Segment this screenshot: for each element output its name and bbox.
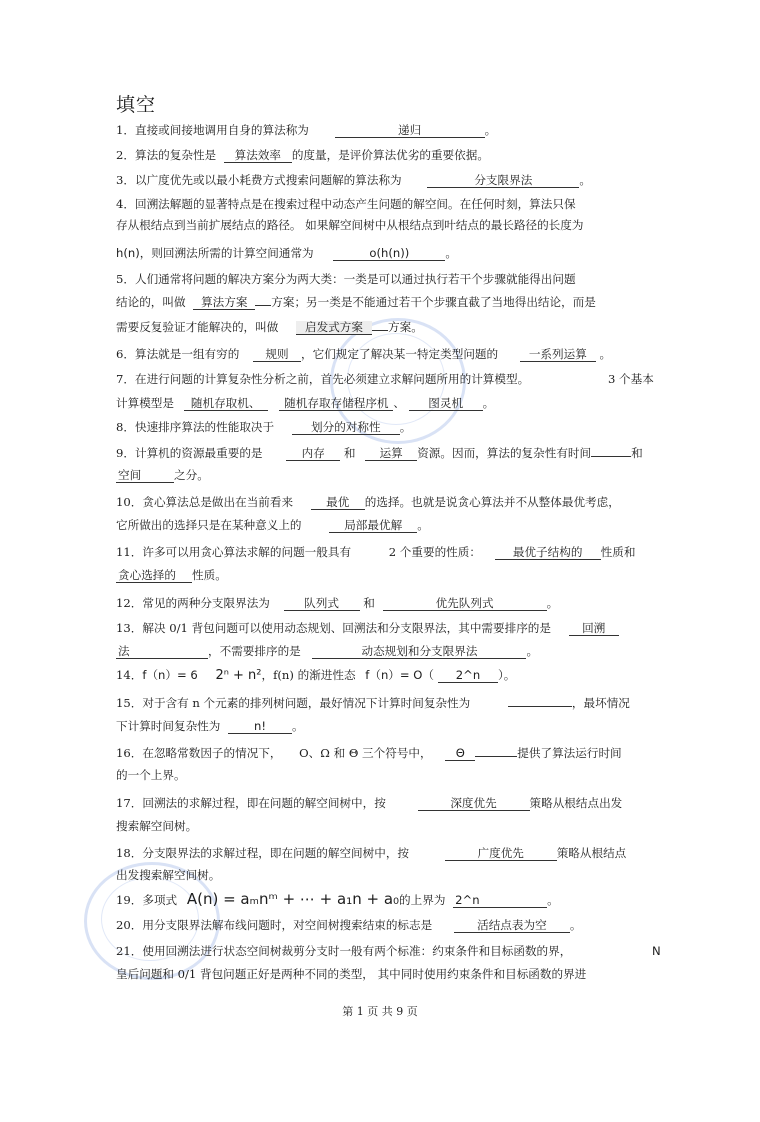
formula: f（n）= O（ (365, 668, 435, 682)
answer-blank: 动态规划和分支限界法 (312, 645, 526, 659)
question-18-line-1 (116, 846, 676, 861)
question-10-line-2 (116, 518, 676, 533)
question-5-line-3 (116, 320, 676, 335)
answer-blank: 2^n (438, 669, 498, 683)
question-text: 方案；另一类是不能通过若干个步骤直截了当地得出结论，而是 (271, 295, 596, 309)
question-2 (116, 148, 676, 163)
formula: 2ⁿ + n² (215, 668, 262, 683)
answer-blank-tail (475, 756, 517, 757)
question-text: 之分。 (174, 468, 209, 482)
question-text: 的度量，是评价算法优劣的重要依据。 (291, 148, 489, 162)
question-3 (116, 173, 676, 188)
question-20 (116, 918, 676, 933)
question-text: 2．算法的复杂性是 (116, 148, 217, 162)
punct: 。 (579, 173, 591, 187)
question-text: 21．使用回溯法进行状态空间树裁剪分支时一般有两个标准：约束条件和目标函数的界， (116, 944, 572, 958)
question-text: 策略从根结点出发 (529, 796, 623, 810)
question-text: 16．在忽略常数因子的情况下， (116, 746, 282, 760)
question-text: 的上界为 (399, 893, 446, 907)
question-text: 19．多项式 (116, 893, 178, 907)
question-text: 性质和 (600, 545, 636, 559)
question-text: 20．用分支限界法解布线问题时，对空间树搜索结束的标志是 (116, 918, 433, 932)
question-text: 10．贪心算法总是做出在当前看来 (116, 495, 294, 509)
punct: 。 (482, 396, 495, 410)
answer-blank: 随机存取存储程序机 (279, 397, 393, 411)
question-17-line-2: 搜索解空间树。 (116, 819, 198, 833)
answer-blank: 算法效率 (224, 149, 292, 163)
question-10-line-1 (116, 495, 676, 510)
answer-blank (508, 706, 572, 707)
question-text: 7．在进行问题的计算复杂性分析之前，首先必须建立求解问题所用的计算模型。 (116, 372, 530, 386)
question-15-line-1 (116, 696, 676, 710)
question-text: 的选择。也就是说贪心算法并不从整体最优考虑， (364, 495, 620, 509)
question-text: ，最坏情况 (571, 696, 630, 710)
punct: 。 (569, 918, 582, 932)
question-text: 和 (631, 446, 643, 460)
question-text: h(n)，则回溯法所需的计算空间通常为 (116, 246, 314, 260)
punct: 。 (417, 518, 429, 532)
question-text: 和 (363, 596, 375, 610)
answer-blank: 内存 (286, 447, 340, 461)
question-text: 1．直接或间接地调用自身的算法称为 (116, 123, 309, 137)
question-text: 它所做出的选择只是在某种意义上的 (116, 518, 302, 532)
answer-blank: 2^n (453, 894, 547, 908)
punct: 。 (547, 893, 559, 907)
section-heading: 填空 (116, 94, 157, 116)
punct: 。 (526, 644, 539, 658)
question-text: 15．对于含有 n 个元素的排列树问题，最好情况下计算时间复杂性为 (116, 696, 471, 710)
question-21-line-1 (116, 944, 676, 958)
question-text: 2 个重要的性质： (388, 545, 481, 559)
answer-blank: 图灵机 (409, 397, 483, 411)
question-21-line-2: 皇后问题和 0/1 背包问题正好是两种不同的类型， 其中同时使用约束条件和目标函数的界进 (116, 967, 587, 981)
question-text: 17．回溯法的求解过程，即在问题的解空间树中，按 (116, 796, 386, 810)
answer-blank: 局部最优解 (329, 519, 417, 533)
answer-blank: 启发式方案 (296, 321, 372, 335)
question-text: 计算模型是 (116, 396, 174, 410)
answer-blank: 分支限界法 (427, 174, 579, 188)
answer-blank: 广度优先 (445, 847, 557, 861)
answer-blank: 算法方案 (193, 296, 255, 310)
question-text: 3 个基本 (608, 372, 654, 386)
punct: 。 (399, 420, 412, 434)
question-text: 8．快速排序算法的性能取决于 (116, 420, 275, 434)
answer-blank: o(h(n)) (333, 247, 445, 261)
question-16-line-2: 的一个上界。 (116, 768, 186, 782)
answer-blank: 最优子结构的 (495, 546, 601, 560)
question-5-line-2 (116, 295, 676, 310)
question-4-line-3 (116, 246, 676, 261)
answer-blank-tail (372, 330, 388, 331)
punct: 。 (292, 719, 304, 733)
question-text: 3．以广度优先或以最小耗费方式搜索问题解的算法称为 (116, 173, 402, 187)
answer-blank: 活结点表为空 (454, 919, 570, 933)
answer-blank: 划分的对称性 (292, 421, 400, 435)
question-text: 9．计算机的资源最重要的是 (116, 446, 263, 460)
punct: 。 (484, 123, 497, 137)
punct: 。 (599, 347, 612, 361)
question-text: ，它们规定了解决某一特定类型问题的 (301, 347, 499, 361)
answer-blank: 递归 (335, 124, 485, 138)
answer-blank: 一系列运算 (520, 348, 596, 362)
question-8 (116, 420, 676, 435)
question-text: 结论的，叫做 (116, 295, 186, 309)
question-text: 提供了算法运行时间 (517, 746, 622, 760)
question-13-line-1 (116, 621, 676, 636)
question-6 (116, 347, 676, 362)
answer-blank (591, 456, 631, 457)
question-4-line-2: 存从根结点到当前扩展结点的路径。 如果解空间树中从根结点到叶结点的最长路径的长度为 (116, 218, 584, 232)
question-text: N (652, 944, 661, 958)
answer-blank: 最优 (311, 496, 365, 510)
question-12 (116, 596, 676, 611)
answer-blank-tail (255, 305, 271, 306)
question-text: 12．常见的两种分支限界法为 (116, 596, 270, 610)
answer-blank: n! (228, 720, 292, 734)
question-7-line-2 (116, 396, 676, 411)
formula: f（n）= 6 (142, 668, 198, 682)
answer-blank: 优先队列式 (383, 597, 547, 611)
punct: 。 (445, 246, 457, 260)
punct: 、 (393, 396, 405, 410)
question-text: 下计算时间复杂性为 (116, 719, 221, 733)
answer-blank: 随机存取机、 (184, 397, 268, 411)
question-text: 需要反复验证才能解决的，叫做 (116, 320, 279, 334)
punct: 。 (546, 596, 559, 610)
question-9-line-1 (116, 446, 676, 461)
formula: A(n) = aₘnᵐ + ⋯ + a₁n + a₀ (186, 890, 400, 908)
question-text: ，不需要排序的是 (208, 644, 301, 658)
question-9-line-2 (116, 468, 676, 483)
question-text: 13．解决 0/1 背包问题可以使用动态规划、回溯法和分支限界法，其中需要排序的是 (116, 621, 551, 635)
question-7-line-1 (116, 372, 676, 386)
question-1 (116, 123, 676, 138)
answer-blank: 队列式 (284, 597, 360, 611)
question-text: 方案。 (388, 320, 423, 334)
question-4-line-1: 4．回溯法解题的显著特点是在搜索过程中动态产生问题的解空间。在任何时刻，算法只保 (116, 197, 576, 211)
question-13-line-2 (116, 644, 676, 659)
question-text: 性质。 (192, 568, 227, 582)
answer-blank: 回溯 (569, 622, 619, 636)
question-text: 6．算法就是一组有穷的 (116, 347, 240, 361)
question-11-line-2 (116, 568, 676, 583)
question-5-line-1: 5．人们通常将问题的解决方案分为两大类：一类是可以通过执行若干个步骤就能得出问题 (116, 272, 576, 286)
question-text: 资源。因而，算法的复杂性有时间 (417, 446, 592, 460)
answer-blank: 法 (116, 645, 208, 659)
answer-blank: 深度优先 (418, 797, 530, 811)
question-text: 14． (116, 668, 143, 682)
question-18-line-2: 出发搜索解空间树。 (116, 868, 221, 882)
question-19 (116, 892, 676, 908)
answer-blank: 运算 (365, 447, 417, 461)
answer-blank: 空间 (116, 469, 174, 483)
question-text: 18．分支限界法的求解过程，即在问题的解空间树中，按 (116, 846, 410, 860)
question-text: O、Ω 和 Θ 三个符号中， (299, 746, 432, 760)
question-17-line-1 (116, 796, 676, 811)
question-16-line-1 (116, 746, 676, 761)
punct: ）。 (498, 668, 516, 682)
question-11-line-1 (116, 545, 676, 560)
question-text: 和 (343, 446, 356, 460)
question-text: ，f(n) 的渐进性态 (261, 668, 356, 682)
question-text: 11．许多可以用贪心算法求解的问题一般具有 (116, 545, 352, 559)
answer-blank: 贪心选择的 (116, 569, 192, 583)
question-text: 策略从根结点 (556, 846, 627, 860)
question-14 (116, 668, 676, 683)
answer-blank: 规则 (253, 348, 301, 362)
question-15-line-2 (116, 719, 676, 734)
page-footer: 第 1 页 共 9 页 (342, 1005, 418, 1018)
answer-blank: Θ (445, 747, 475, 761)
